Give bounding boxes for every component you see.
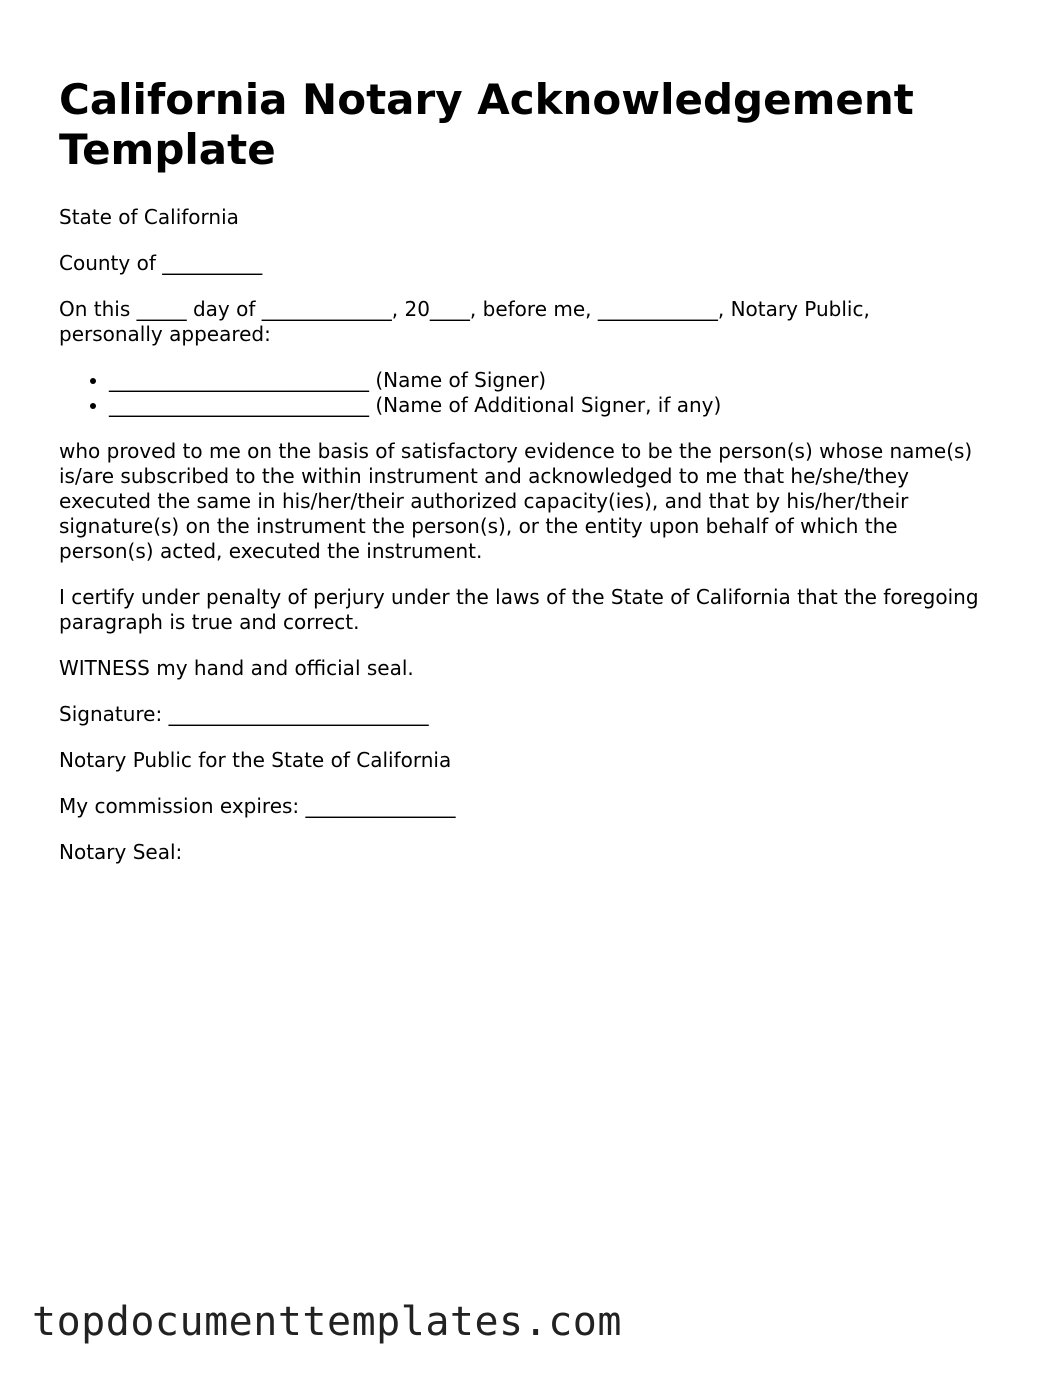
watermark-text: topdocumenttemplates.com bbox=[32, 1299, 622, 1345]
witness-line: WITNESS my hand and official seal. bbox=[59, 656, 414, 680]
commission-line: My commission expires: _______________ bbox=[59, 794, 456, 818]
document-title: California Notary Acknowledgement Template bbox=[59, 75, 914, 174]
date-line: On this _____ day of _____________, 20____, before me, ____________, Notary Public, personally appeared: bbox=[59, 297, 870, 346]
state-line: State of California bbox=[59, 205, 239, 229]
seal-line: Notary Seal: bbox=[59, 840, 183, 864]
certify-paragraph: I certify under penalty of perjury under the laws of the State of California that the foregoing paragraph is true and correct. bbox=[59, 585, 979, 634]
signature-line: Signature: __________________________ bbox=[59, 702, 429, 726]
county-line: County of __________ bbox=[59, 251, 263, 275]
signer-list bbox=[59, 368, 979, 418]
document-page bbox=[59, 75, 979, 886]
notary-public-line: Notary Public for the State of California bbox=[59, 748, 452, 772]
body-paragraph: who proved to me on the basis of satisfactory evidence to be the person(s) whose name(s) is/are subscribed to the within instrument and acknowledged to me that he/she/they executed the same in his/her/their authorized capacity(ies), and that by his/her/their signature(s) on the instrument the person(s), or the entity upon behalf of which the person(s) acted, executed the instrument. bbox=[59, 439, 973, 563]
signer-item: • __________________________ (Name of Signer) bbox=[109, 368, 979, 393]
signer-item: • __________________________ (Name of Additional Signer, if any) bbox=[109, 393, 979, 418]
